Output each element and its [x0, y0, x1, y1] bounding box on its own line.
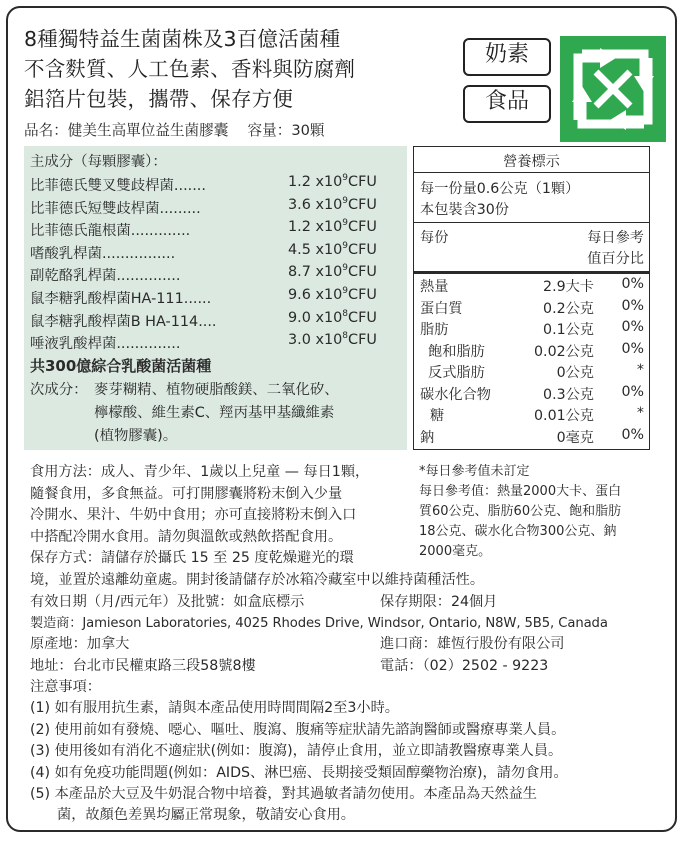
nutrition-row-value: 0公克: [556, 365, 594, 381]
notes-title: 注意事項：: [30, 679, 101, 695]
nutrition-divider: [413, 172, 650, 173]
note-4: (4) 如有免疫功能問題(例如：AIDS、淋巴癌、長期接受類固醇藥物治療)，請勿食用。: [30, 765, 568, 781]
vegan-badge-bottom: 食品: [463, 85, 551, 123]
expiry-line: 有效日期（月/西元年）及批號：如盒底標示: [30, 594, 305, 610]
ingredient-unit: CFU: [348, 241, 377, 258]
dv-note-3: 質60公克、脂肪60公克、飽和脂肪: [419, 504, 622, 519]
nutrition-row-name: 飽和脂肪: [428, 343, 485, 360]
nutrition-row-percent: 0%: [621, 383, 644, 400]
ingredient-exponent: 9: [342, 218, 349, 229]
ingredient-amount-base: 1.2 x10: [288, 174, 343, 190]
nutrition-serving: 每一份量0.6公克（1顆）: [420, 181, 580, 197]
ingredient-name: 鼠李糖乳酸桿菌B HA-114: [30, 313, 199, 330]
nutrition-row-percent: 0%: [621, 340, 644, 357]
recycle-icon: [560, 36, 666, 142]
ingredient-leader: ....: [198, 313, 217, 330]
nutrition-row-value: 0.3公克: [543, 386, 594, 403]
ingredient-name: 嗜酸乳桿菌: [30, 245, 102, 262]
ingredient-row: [30, 174, 206, 195]
ingredient-amount-base: 4.5 x10: [288, 241, 343, 258]
usage-line-4: 中搭配冷開水食用。請勿與溫飲或熱飲搭配食用。: [30, 529, 343, 545]
headline-line-3: 鋁箔片包裝，攜帶、保存方便: [24, 87, 294, 111]
ingredient-name: 比菲德氏龍根菌: [30, 223, 131, 240]
ingredient-name: 副乾酪乳桿菌: [30, 268, 117, 285]
usage-line-3: 冷開水、果汁、牛奶中食用；亦可直接將粉末倒入口: [30, 507, 357, 523]
ingredient-exponent: 9: [342, 173, 349, 183]
usage-line-2: 隨餐食用，多食無益。可打開膠囊將粉末倒入少量: [30, 486, 343, 502]
ingredient-leader: .............: [130, 223, 191, 240]
note-5-cont: 菌，故顏色差異均屬正常現象，敬請安心食用。: [57, 807, 355, 823]
nutrition-row-percent: 0%: [621, 297, 644, 314]
dv-note-1: *每日參考值未訂定: [419, 464, 530, 479]
ingredient-leader: .........: [159, 200, 201, 217]
origin: 原產地：加拿大: [30, 636, 130, 652]
ingredient-amount: [288, 287, 377, 303]
ingredient-exponent: 9: [342, 240, 349, 251]
nutrition-row-value: 2.9大卡: [543, 279, 594, 295]
nutrition-row-name: 熱量: [420, 279, 449, 295]
nutrition-divider: [413, 222, 650, 223]
ingredient-amount: [288, 219, 377, 235]
nutrition-row-percent: 0%: [621, 276, 644, 292]
ingredient-row: [30, 332, 180, 353]
nutrition-row-value: 0.02公克: [534, 343, 594, 360]
ingredient-name: 唾液乳酸桿菌: [30, 336, 117, 353]
phone: 電話：（02）2502 - 9223: [380, 658, 549, 674]
nutrition-row-name: 反式脂肪: [428, 365, 485, 381]
ingredient-name: 比菲德氏短雙歧桿菌: [30, 200, 160, 217]
ingredient-amount: [288, 242, 377, 258]
ingredient-amount-base: 9.0 x10: [288, 309, 343, 326]
dv-note-2: 每日參考值：熱量2000大卡、蛋白: [419, 484, 622, 499]
ingredient-amount: [288, 264, 377, 280]
ingredient-name: 鼠李糖乳酸桿菌HA-111: [30, 291, 184, 307]
ingredient-row: [30, 310, 217, 331]
secondary-label: 次成分：: [30, 382, 88, 398]
nutrition-title: 營養標示: [503, 154, 560, 170]
ingredients-total: 共300億綜合乳酸菌活菌種: [30, 357, 212, 375]
storage-continued: 境，並置於遠離幼童處。開封後請儲存於冰箱冷藏室中以維持菌種活性。: [30, 572, 485, 588]
ingredient-unit: CFU: [348, 219, 377, 236]
ingredient-unit: CFU: [348, 332, 377, 349]
importer: 進口商：雄恆行股份有限公司: [380, 636, 565, 652]
headline-line-1: 8種獨特益生菌菌株及3百億活菌種: [24, 27, 341, 51]
ingredient-unit: CFU: [348, 309, 377, 326]
note-5: (5) 本產品於大豆及牛奶混合物中培養，對其過敏者請勿使用。本產品為天然益生: [30, 786, 537, 802]
ingredient-leader: ......: [183, 291, 212, 307]
usage-line-1: 食用方法：成人、青少年、1歲以上兒童 — 每日1顆，: [30, 464, 370, 480]
nutrition-row-value: 0.2公克: [543, 300, 594, 317]
ingredient-name: 比菲德氏雙叉雙歧桿菌: [30, 178, 174, 194]
note-3: (3) 使用後如有消化不適症狀(例如：腹瀉)，請停止食用，並立即請教醫療專業人員。: [30, 743, 563, 759]
ingredient-amount-base: 8.7 x10: [288, 264, 343, 281]
nutrition-row-value: 0毫克: [556, 429, 594, 446]
ingredient-unit: CFU: [348, 264, 377, 281]
ingredient-leader: ..............: [116, 268, 181, 285]
nutrition-row-percent: 0%: [621, 426, 644, 443]
nutrition-row-percent: 0%: [621, 319, 644, 335]
nutrition-row-value: 0.1公克: [543, 322, 594, 338]
nutrition-dv-heading-2: 值百分比: [587, 251, 644, 267]
ingredient-unit: CFU: [348, 287, 377, 303]
ingredient-exponent: 8: [342, 308, 349, 319]
ingredient-leader: .......: [173, 178, 206, 194]
address: 地址：台北市民權東路三段58號8樓: [30, 658, 256, 674]
nutrition-row-name: 鈉: [420, 429, 435, 446]
ingredient-row: [30, 242, 175, 263]
ingredient-exponent: 9: [342, 195, 349, 206]
ingredient-amount-base: 3.6 x10: [288, 196, 343, 213]
usage-line-5: 保存方式：請儲存於攝氏 15 至 25 度乾燥避光的環: [30, 550, 354, 566]
secondary-line-2: 檸檬酸、維生素C、羥丙基甲基纖維素: [94, 405, 335, 421]
secondary-line-1: 麥芽糊精、植物硬脂酸鎂、二氧化矽、: [94, 382, 339, 398]
nutrition-dv-heading-1: 每日參考: [587, 230, 644, 246]
ingredient-leader: ................: [101, 245, 176, 262]
ingredient-amount: [288, 197, 377, 213]
ingredient-amount-base: 9.6 x10: [288, 287, 343, 303]
ingredient-row: [30, 264, 180, 285]
ingredient-exponent: 9: [342, 286, 349, 296]
dv-note-5: 2000毫克。: [419, 544, 492, 559]
ingredient-exponent: 8: [342, 331, 349, 342]
nutrition-row-name: 糖: [430, 408, 445, 424]
ingredient-exponent: 9: [342, 263, 349, 274]
nutrition-per-serving: 每份: [420, 230, 449, 246]
ingredient-unit: CFU: [348, 196, 377, 213]
nutrition-row-value: 0.01公克: [534, 408, 594, 424]
ingredient-amount-base: 1.2 x10: [288, 219, 343, 236]
ingredient-row: [30, 197, 201, 218]
ingredient-amount: [288, 174, 377, 190]
nutrition-row-percent: *: [636, 362, 644, 378]
nutrition-thick-divider: [413, 271, 650, 274]
secondary-line-3: (植物膠囊)。: [94, 428, 178, 444]
dv-note-4: 18公克、碳水化合物300公克、鈉: [419, 524, 617, 539]
nutrition-row-name: 碳水化合物: [420, 386, 491, 403]
ingredient-row: [30, 219, 190, 240]
ingredients-title: 主成分（每顆膠囊）：: [30, 154, 167, 170]
ingredient-leader: ..............: [116, 336, 181, 353]
ingredient-amount: [288, 332, 377, 348]
note-2: (2) 使用前如有發燒、噁心、嘔吐、腹瀉、腹痛等症狀請先諮詢醫師或醫療專業人員。: [30, 722, 566, 738]
nutrition-row-name: 脂肪: [420, 322, 449, 338]
shelf-life: 保存期限：24個月: [380, 594, 498, 610]
ingredient-amount: [288, 310, 377, 326]
product-line: 品名：健美生高單位益生菌膠囊 容量：30顆: [24, 122, 325, 139]
ingredient-row: [30, 287, 211, 308]
headline-line-2: 不含麩質、人工色素、香料與防腐劑: [24, 57, 356, 81]
ingredient-unit: CFU: [348, 174, 377, 190]
note-1: (1) 如有服用抗生素，請與本產品使用時間間隔2至3小時。: [30, 700, 399, 716]
nutrition-servings-per-pack: 本包裝含30份: [420, 202, 509, 218]
nutrition-row-name: 蛋白質: [420, 300, 463, 317]
vegan-badge-top: 奶素: [463, 38, 551, 76]
nutrition-row-percent: *: [636, 405, 644, 421]
ingredient-amount-base: 3.0 x10: [288, 332, 343, 349]
manufacturer: 製造商：Jamieson Laboratories, 4025 Rhodes Drive, Windsor, Ontario, N8W, 5B5, Canada: [30, 616, 608, 631]
